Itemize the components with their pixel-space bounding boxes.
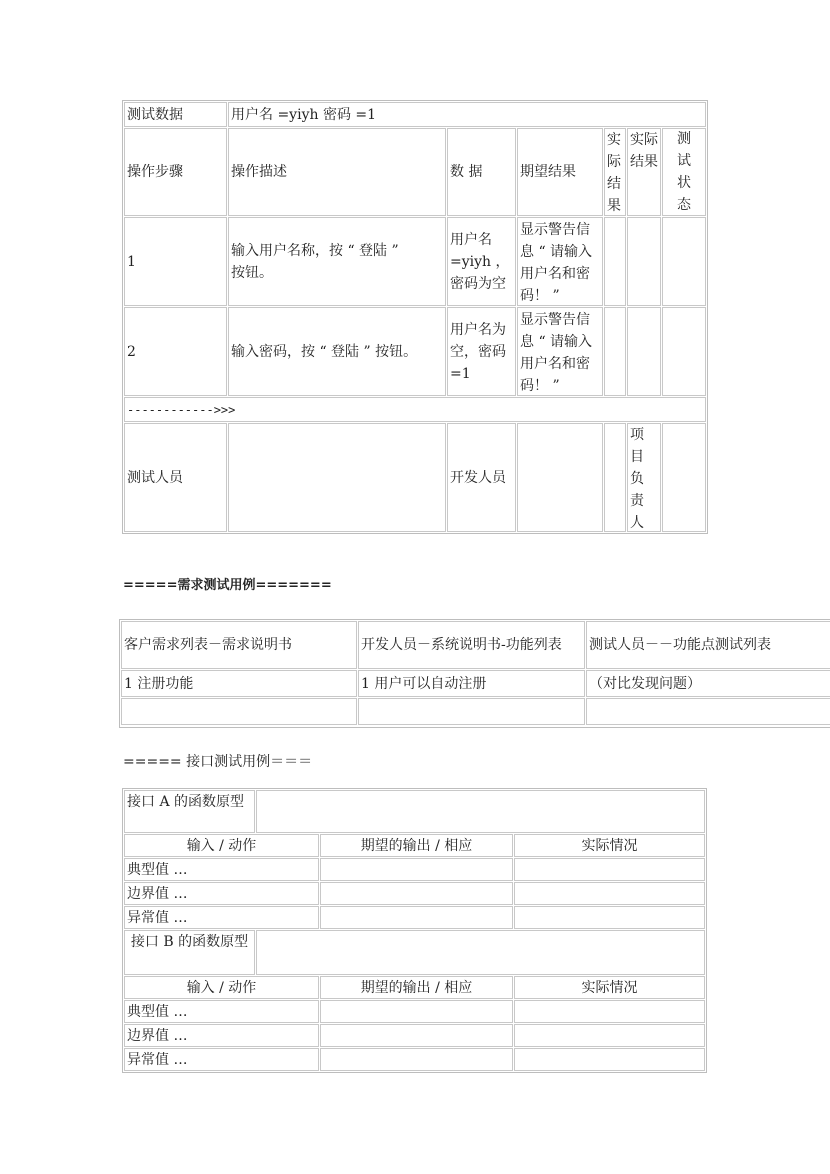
b-boundary-actual: [514, 1024, 705, 1047]
req-cell-tester: （对比发现问题）: [586, 670, 830, 697]
b-abnormal-expected: [320, 1048, 513, 1071]
req-header-developer: 开发人员－系统说明书-功能列表: [358, 621, 585, 669]
header-actual-1: 实际结果: [604, 128, 626, 216]
header-actual-2: 实际结果: [627, 128, 661, 216]
tester-value: [228, 423, 446, 532]
a-boundary-expected: [320, 882, 513, 905]
a-boundary-actual: [514, 882, 705, 905]
a-typical-actual: [514, 858, 705, 881]
row2-expected: 显示警告信息 “ 请输入用户名和密码！ ”: [517, 307, 603, 396]
req-header-tester: 测试人员－－功能点测试列表: [586, 621, 830, 669]
proto-a-label: 接口 A 的函数原型: [124, 790, 255, 833]
row1-actual-2: [627, 217, 661, 306]
a-header-actual: 实际情况: [514, 834, 705, 857]
tester-label: 测试人员: [124, 423, 227, 532]
test-data-value: 用户名 =yiyh 密码 =1: [228, 102, 706, 127]
b-header-expected: 期望的输出 / 相应: [320, 976, 513, 999]
a-row-typical: 典型值 …: [124, 858, 319, 881]
row1-step: 1: [124, 217, 227, 306]
b-row-abnormal: 异常值 …: [124, 1048, 319, 1071]
b-typical-actual: [514, 1000, 705, 1023]
req-empty-2: [358, 698, 585, 725]
proto-b-value: [256, 930, 705, 975]
req-empty-3: [586, 698, 830, 725]
b-typical-expected: [320, 1000, 513, 1023]
row2-actual-1: [604, 307, 626, 396]
req-empty-1: [121, 698, 357, 725]
header-data: 数 据: [447, 128, 516, 216]
lead-spacer: [604, 423, 626, 532]
a-typical-expected: [320, 858, 513, 881]
b-row-boundary: 边界值 …: [124, 1024, 319, 1047]
a-header-expected: 期望的输出 / 相应: [320, 834, 513, 857]
b-abnormal-actual: [514, 1048, 705, 1071]
row1-status: [662, 217, 706, 306]
row1-actual-1: [604, 217, 626, 306]
row2-actual-2: [627, 307, 661, 396]
header-status: 测试状态: [662, 128, 706, 216]
header-expected: 期望结果: [517, 128, 603, 216]
b-header-input: 输入 / 动作: [124, 976, 319, 999]
lead-value: [662, 423, 706, 532]
section-title-requirements: =====需求测试用例=======: [123, 578, 332, 593]
row2-status: [662, 307, 706, 396]
row1-desc: 输入用户名称，按 “ 登陆 ” 按钮。: [228, 217, 446, 306]
b-row-typical: 典型值 …: [124, 1000, 319, 1023]
row1-data: 用户名 =yiyh ，密码为空: [447, 217, 516, 306]
row2-step: 2: [124, 307, 227, 396]
developer-label: 开发人员: [447, 423, 516, 532]
a-abnormal-actual: [514, 906, 705, 929]
req-cell-developer: 1 用户可以自动注册: [358, 670, 585, 697]
proto-a-value: [256, 790, 705, 833]
row2-data: 用户名为空，密码 =1: [447, 307, 516, 396]
section-title-interface: ===== 接口测试用例＝＝＝: [123, 754, 313, 770]
row2-desc: 输入密码，按 “ 登陆 ” 按钮。: [228, 307, 446, 396]
row1-expected: 显示警告信息 “ 请输入用户名和密码！ ”: [517, 217, 603, 306]
test-data-label: 测试数据: [124, 102, 227, 127]
b-header-actual: 实际情况: [514, 976, 705, 999]
separator-row: ------------>>>: [124, 397, 706, 422]
a-abnormal-expected: [320, 906, 513, 929]
req-cell-customer: 1 注册功能: [121, 670, 357, 697]
a-row-boundary: 边界值 …: [124, 882, 319, 905]
a-header-input: 输入 / 动作: [124, 834, 319, 857]
developer-value: [517, 423, 603, 532]
b-boundary-expected: [320, 1024, 513, 1047]
header-desc: 操作描述: [228, 128, 446, 216]
a-row-abnormal: 异常值 …: [124, 906, 319, 929]
header-step: 操作步骤: [124, 128, 227, 216]
lead-label: 项目负责人: [627, 423, 661, 532]
req-header-customer: 客户需求列表－需求说明书: [121, 621, 357, 669]
proto-b-label: 接口 B 的函数原型: [124, 930, 255, 975]
